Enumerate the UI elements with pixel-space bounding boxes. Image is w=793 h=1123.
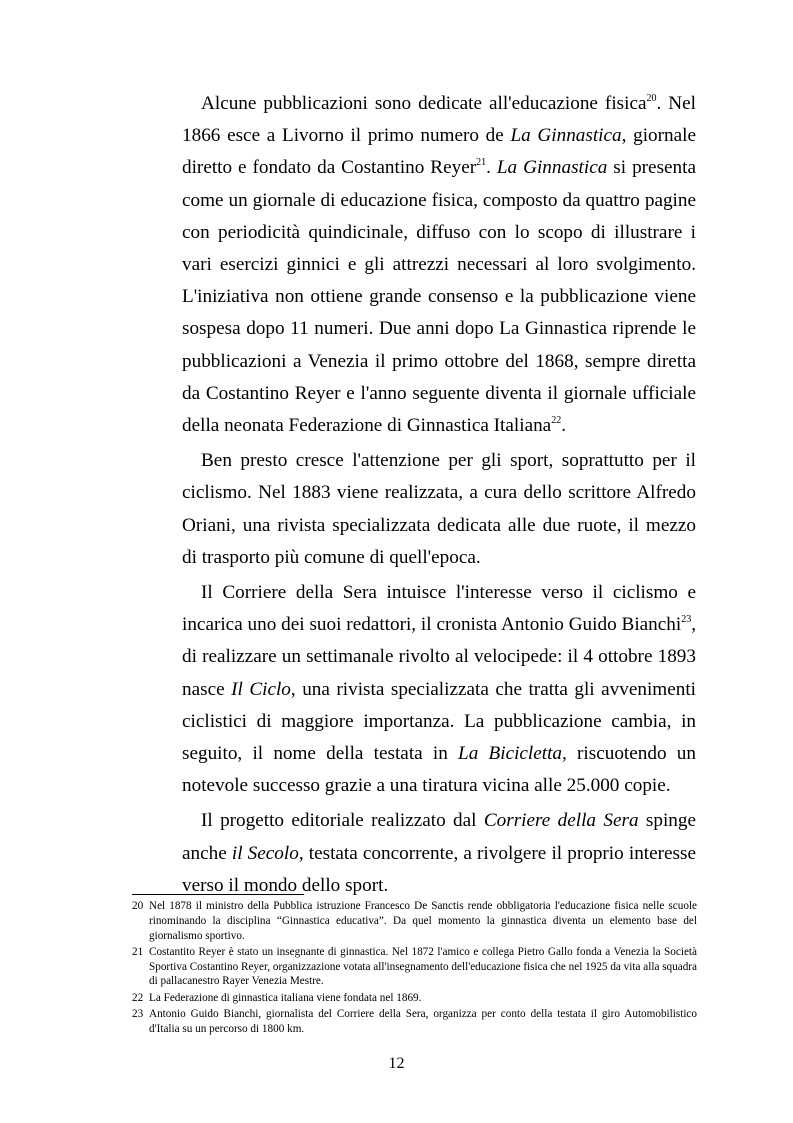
footnote-number: 22	[132, 991, 144, 1004]
text-run: Il Corriere della Sera intuisce l'interesse verso il ciclismo e incarica uno dei suoi redattori, il cronista Antonio Guido Bianchi	[182, 582, 696, 636]
italic-title: Corriere della Sera	[483, 810, 639, 832]
footnote	[132, 991, 697, 1006]
paragraph	[182, 577, 696, 802]
italic-title: Il Ciclo	[231, 678, 291, 700]
text-run: Ben presto cresce l'attenzione per gli sport, soprattutto per il ciclismo. Nel 1883 viene realizzata, a cura dello scrittore Alfredo Oriani, una rivista specializzata dedicata alle due ruote, il mezzo di trasporto più comune di quell'epoca.	[182, 450, 696, 568]
text-run: , testata concorrente, a rivolgere il proprio interesse verso il mondo dello sport.	[182, 842, 696, 896]
footnote-text: Costantito Reyer è stato un insegnante di ginnastica. Nel 1872 l'amico e collega Pietro Gallo fonda a Venezia la Società Sportiva Costantino Reyer, organizzazione votata all'insegnamento dell'educazione fisica che nel 1925 da vita alla squadra di pallacanestro Rayer Venezia Mestre.	[149, 945, 697, 988]
footnote-reference: 23	[681, 614, 692, 626]
text-run: .	[486, 157, 497, 179]
text-run: . Nel 1866 esce a Livorno il primo numero de	[182, 93, 696, 147]
page-number: 12	[388, 1055, 405, 1072]
italic-title: La Ginnastica	[510, 125, 622, 147]
footnote	[132, 1007, 697, 1037]
body-text	[182, 88, 696, 902]
text-run: , giornale diretto e fondato da Costantino Reyer	[182, 125, 696, 179]
footnote-number: 20	[132, 900, 144, 912]
footnote-text: Nel 1878 il ministro della Pubblica istruzione Francesco De Sanctis rende obbligatoria l'educazione fisica nelle scuole rinominando la disciplina “Ginnastica educativa”. Da quel momento la ginnastica diventa un elemento base del giornalismo sportivo.	[149, 900, 697, 942]
footnote-reference: 20	[646, 93, 657, 104]
footnote	[132, 945, 697, 989]
footnotes	[132, 899, 697, 1038]
footnote-number: 23	[132, 1008, 144, 1021]
footnote	[132, 899, 697, 943]
text-run: , una rivista specializzata che tratta gli avvenimenti ciclistici di maggiore importanza. La pubblicazione cambia, in seguito, il nome della testata in	[182, 678, 696, 765]
text-run: , riscuotendo un notevole successo grazie a una tiratura vicina alle 25.000 copie.	[182, 743, 696, 797]
italic-title: il Secolo	[231, 842, 299, 864]
footnote-number: 21	[132, 945, 144, 958]
text-run: Alcune pubblicazioni sono dedicate all'educazione fisica	[201, 93, 647, 114]
paragraph	[182, 805, 696, 902]
footnote-reference: 21	[476, 157, 487, 169]
footnote-text: Antonio Guido Bianchi, giornalista del Corriere della Sera, organizza per conto della testata il giro Automobilistico d'Italia su un percorso di 1800 km.	[149, 1008, 697, 1035]
italic-title: La Ginnastica	[496, 157, 608, 179]
paragraph	[182, 445, 696, 574]
footnote-text: La Federazione di ginnastica italiana viene fondata nel 1869.	[149, 991, 422, 1004]
text-run: , di realizzare un settimanale rivolto al velocipede: il 4 ottobre 1893 nasce	[182, 614, 696, 700]
footnote-separator	[132, 894, 304, 895]
text-run: .	[561, 415, 566, 437]
italic-title: La Bicicletta	[458, 743, 563, 765]
text-run: spinge anche	[182, 810, 696, 864]
footnote-reference: 22	[551, 415, 562, 427]
paragraph	[182, 88, 696, 442]
text-run: Il progetto editoriale realizzato dal	[201, 810, 484, 832]
text-run: si presenta come un giornale di educazione fisica, composto da quattro pagine con periodicità quindicinale, diffuso con lo scopo di illustrare i vari esercizi ginnici e gli attrezzi necessari al loro svolgimento. L'iniziativa non ottiene grande consenso e la pubblicazione viene sospesa dopo 11 numeri. Due anni dopo La Ginnastica riprende le pubblicazioni a Venezia il primo ottobre del 1868, sempre diretta da Costantino Reyer e l'anno seguente diventa il giornale ufficiale della neonata Federazione di Ginnastica Italiana	[182, 157, 696, 437]
